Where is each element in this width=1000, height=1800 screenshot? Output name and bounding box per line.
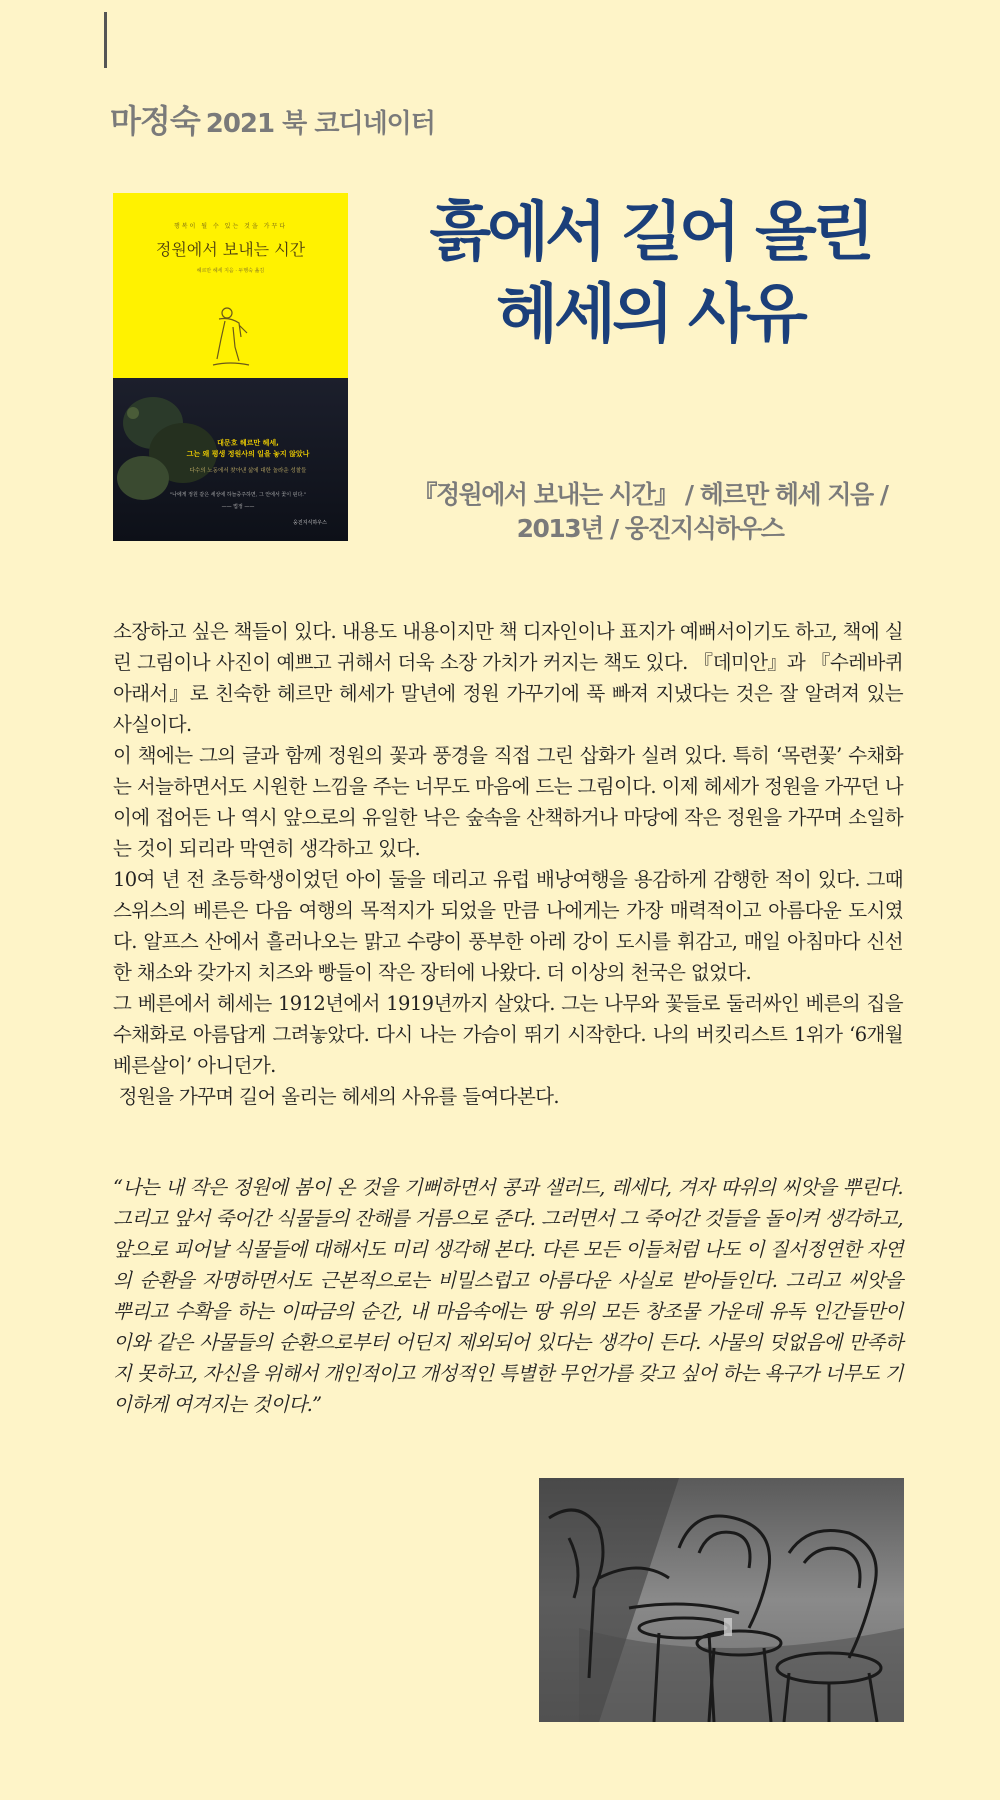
headline-line2: 헤세의 사유 <box>496 278 804 352</box>
body-paragraph-5: 정원을 가꾸며 길어 올리는 헤세의 사유를 들여다본다. <box>113 1085 560 1108</box>
headline-line1: 흙에서 길어 올린 <box>429 196 871 270</box>
cover-title: 정원에서 보내는 시간 <box>155 240 306 259</box>
book-info-line2: 2013년 / 웅진지식하우스 <box>516 514 784 543</box>
cover-blurb-line3: 다수의 노동에서 찾아낸 삶에 대한 놀라운 성찰들 <box>189 468 307 474</box>
cover-blurb-line1: 대문호 헤르만 헤세, <box>217 439 279 447</box>
article-headline <box>390 192 910 356</box>
article-body <box>113 616 903 1112</box>
author-role: 2021 북 코디네이터 <box>205 109 435 139</box>
cover-author: 헤르만 헤세 지음 · 두행숙 옮김 <box>196 268 265 274</box>
cover-blurb <box>163 438 333 460</box>
cover-quote: "나에게 정원 같은 세상에 하늘중주하면, 그 안에서 꽃이 핀다." <box>169 492 307 498</box>
book-info <box>390 478 910 546</box>
author-byline <box>110 96 435 142</box>
cover-kicker: 행복이 될 수 있는 것을 가꾸다 <box>173 223 288 230</box>
cover-quote-by: —— 법정 —— <box>221 504 255 510</box>
cover-blurb-line2: 그는 왜 평생 정원사의 일을 놓지 않았나 <box>186 450 310 458</box>
decorative-vertical-line <box>104 12 107 68</box>
body-paragraph-1: 소장하고 싶은 책들이 있다. 내용도 내용이지만 책 디자인이나 표지가 예뻐서이기도 하고, 책에 실린 그림이나 사진이 예쁘고 귀해서 더욱 소장 가치가 커지는 책도 있다. 『데미안』과 『수레바퀴 아래서』로 친숙한 헤르만 헤세가 말년에 정원 가꾸기에 푹 빠져 지냈다는 것은 잘 알려져 있는 사실이다. <box>113 620 903 736</box>
garden-chairs-illustration <box>539 1478 904 1722</box>
garden-chairs-photo <box>539 1478 904 1722</box>
gardener-figure-icon <box>205 303 255 373</box>
cover-publisher: 웅진지식하우스 <box>293 520 327 526</box>
hesse-quote: “나는 내 작은 정원에 봄이 온 것을 기뻐하면서 콩과 샐러드, 레세다, 겨자 따위의 씨앗을 뿌린다. 그리고 앞서 죽어간 식물들의 잔해를 거름으로 준다. 그러면서 그 죽어간 것들을 돌이켜 생각하고, 앞으로 피어날 식물들에 대해서도 미리 생각해 본다. 다른 모든 이들처럼 나도 이 질서정연한 자연의 순환을 자명하면서도 근본적으로는 비밀스럽고 아름다운 사실로 받아들인다. 그리고 씨앗을 뿌리고 수확을 하는 이따금의 순간, 내 마음속에는 땅 위의 모든 창조물 가운데 유독 인간들만이 이와 같은 사물들의 순환으로부터 어딘지 제외되어 있다는 생각이 든다. 사물의 덧없음에 만족하지 못하고, 자신을 위해서 개인적이고 개성적인 특별한 무언가를 갖고 싶어 하는 욕구가 너무도 기이하게 여겨지는 것이다.” <box>113 1176 903 1416</box>
book-cover-image <box>113 193 348 541</box>
body-paragraph-3: 10여 년 전 초등학생이었던 아이 둘을 데리고 유럽 배낭여행을 용감하게 감행한 적이 있다. 그때 스위스의 베른은 다음 여행의 목적지가 되었을 만큼 나에게는 가장 매력적이고 아름다운 도시였다. 알프스 산에서 흘러나오는 맑고 수량이 풍부한 아레 강이 도시를 휘감고, 매일 아침마다 신선한 채소와 갖가지 치즈와 빵들이 작은 장터에 나왔다. 더 이상의 천국은 없었다. <box>113 868 903 984</box>
book-info-line1: 『정원에서 보내는 시간』 / 헤르만 헤세 지음 / <box>412 480 888 509</box>
author-name: 마정숙 <box>110 102 200 140</box>
body-paragraph-2: 이 책에는 그의 글과 함께 정원의 꽃과 풍경을 직접 그린 삽화가 실려 있다. 특히 ‘목련꽃’ 수채화는 서늘하면서도 시원한 느낌을 주는 너무도 마음에 드는 그림이다. 이제 헤세가 정원을 가꾸던 나이에 접어든 나 역시 앞으로의 유일한 낙은 숲속을 산책하거나 마당에 작은 정원을 가꾸며 소일하는 것이 되리라 막연히 생각하고 있다. <box>113 744 903 860</box>
body-paragraph-4: 그 베른에서 헤세는 1912년에서 1919년까지 살았다. 그는 나무와 꽃들로 둘러싸인 베른의 집을 수채화로 아름답게 그려놓았다. 다시 나는 가슴이 뛰기 시작한다. 나의 버킷리스트 1위가 ‘6개월 베른살이’ 아니던가. <box>113 992 903 1077</box>
